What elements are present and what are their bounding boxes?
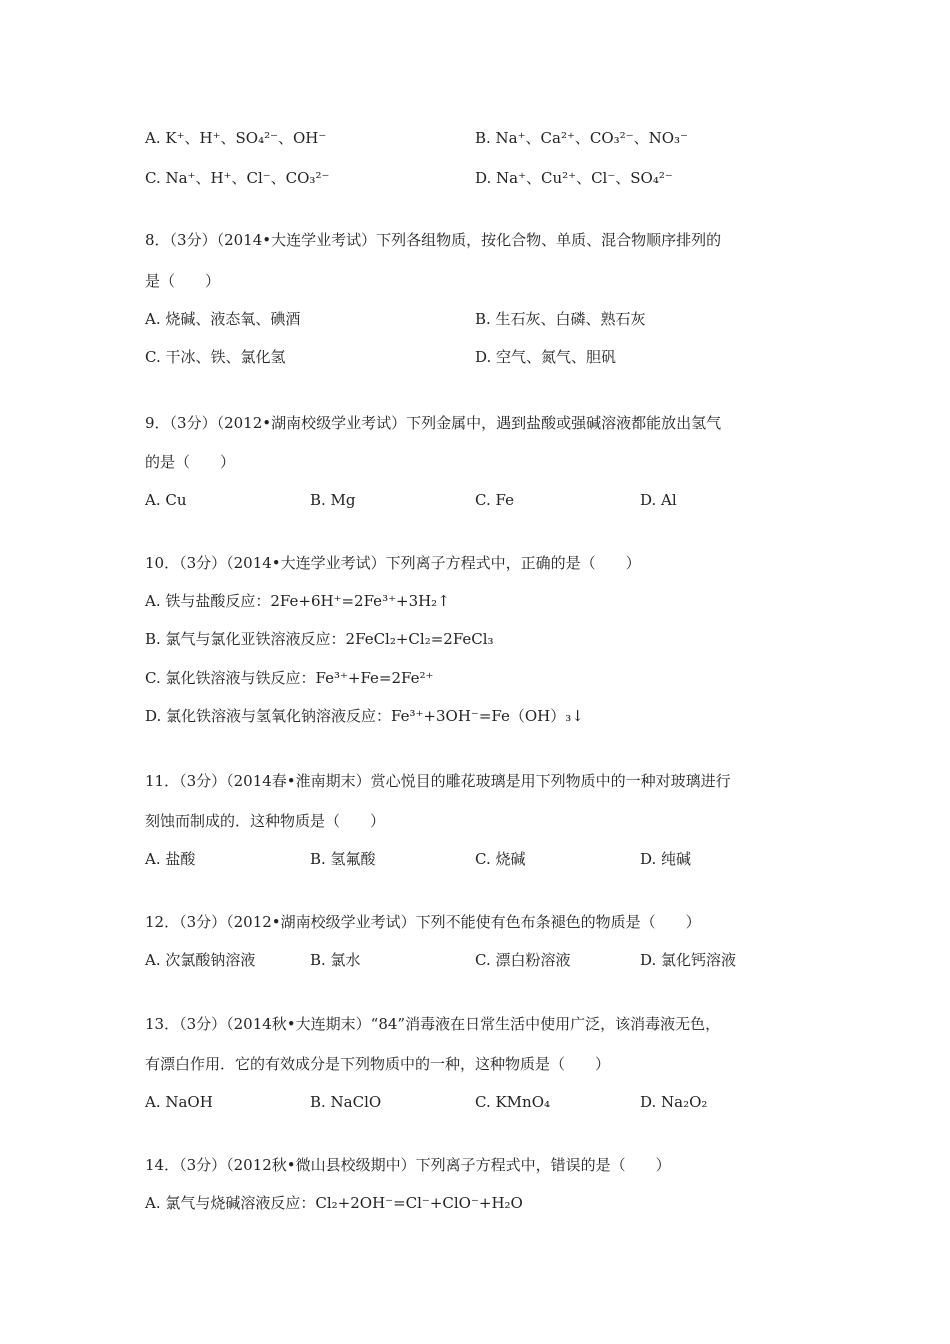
q8-option-a: A. 烧碱、液态氧、碘酒	[145, 310, 301, 328]
q11-option-d: D. 纯碱	[640, 850, 692, 868]
q8-stem-line2: 是（ ）	[145, 272, 221, 290]
q10-stem: 10．（3分）（2014•大连学业考试）下列离子方程式中，正确的是（ ）	[145, 554, 641, 572]
q10-option-c: C. 氯化铁溶液与铁反应：Fe³⁺+Fe=2Fe²⁺	[145, 669, 434, 687]
q14-option-a: A. 氯气与烧碱溶液反应：Cl₂+2OH⁻=Cl⁻+ClO⁻+H₂O	[145, 1194, 523, 1212]
q11-stem-line1: 11．（3分）（2014春•淮南期末）赏心悦目的雕花玻璃是用下列物质中的一种对玻璃进行	[145, 772, 731, 790]
q10-option-b: B. 氯气与氯化亚铁溶液反应：2FeCl₂+Cl₂=2FeCl₃	[145, 630, 494, 648]
q13-option-d: D. Na₂O₂	[640, 1093, 708, 1111]
q11-option-b: B. 氢氟酸	[310, 850, 376, 868]
q8-stem-line1: 8．（3分）（2014•大连学业考试）下列各组物质，按化合物、单质、混合物顺序排列的	[145, 231, 722, 249]
q13-stem-line1: 13．（3分）（2014秋•大连期末）“84”消毒液在日常生活中使用广泛，该消毒液无色，	[145, 1015, 721, 1033]
q7-option-c: C. Na⁺、H⁺、Cl⁻、CO₃²⁻	[145, 169, 330, 187]
q10-option-a: A. 铁与盐酸反应：2Fe+6H⁺=2Fe³⁺+3H₂↑	[145, 592, 450, 610]
q13-stem-line2: 有漂白作用．它的有效成分是下列物质中的一种，这种物质是（ ）	[145, 1055, 611, 1073]
q7-option-d: D. Na⁺、Cu²⁺、Cl⁻、SO₄²⁻	[475, 169, 673, 187]
q9-option-b: B. Mg	[310, 491, 356, 509]
q8-option-c: C. 干冰、铁、氯化氢	[145, 348, 286, 366]
q7-option-b: B. Na⁺、Ca²⁺、CO₃²⁻、NO₃⁻	[475, 129, 688, 147]
q12-option-d: D. 氯化钙溶液	[640, 951, 737, 969]
q12-stem: 12．（3分）（2012•湖南校级学业考试）下列不能使有色布条褪色的物质是（ ）	[145, 913, 701, 931]
q13-option-b: B. NaClO	[310, 1093, 382, 1111]
q12-option-a: A. 次氯酸钠溶液	[145, 951, 256, 969]
q8-option-b: B. 生石灰、白磷、熟石灰	[475, 310, 646, 328]
q12-option-c: C. 漂白粉溶液	[475, 951, 571, 969]
q7-option-a: A. K⁺、H⁺、SO₄²⁻、OH⁻	[145, 129, 327, 147]
q13-option-c: C. KMnO₄	[475, 1093, 551, 1111]
q11-option-a: A. 盐酸	[145, 850, 196, 868]
q13-option-a: A. NaOH	[145, 1093, 213, 1111]
q12-option-b: B. 氯水	[310, 951, 361, 969]
q9-stem-line1: 9．（3分）（2012•湖南校级学业考试）下列金属中，遇到盐酸或强碱溶液都能放出氢气	[145, 414, 722, 432]
q10-option-d: D. 氯化铁溶液与氢氧化钠溶液反应：Fe³⁺+3OH⁻=Fe（OH）₃↓	[145, 707, 584, 725]
q8-option-d: D. 空气、氮气、胆矾	[475, 348, 617, 366]
q11-stem-line2: 刻蚀而制成的．这种物质是（ ）	[145, 812, 386, 830]
q9-stem-line2: 的是（ ）	[145, 453, 236, 471]
q9-option-d: D. Al	[640, 491, 677, 509]
q11-option-c: C. 烧碱	[475, 850, 526, 868]
q14-stem: 14．（3分）（2012秋•微山县校级期中）下列离子方程式中，错误的是（ ）	[145, 1156, 671, 1174]
q9-option-a: A. Cu	[145, 491, 187, 509]
q9-option-c: C. Fe	[475, 491, 514, 509]
